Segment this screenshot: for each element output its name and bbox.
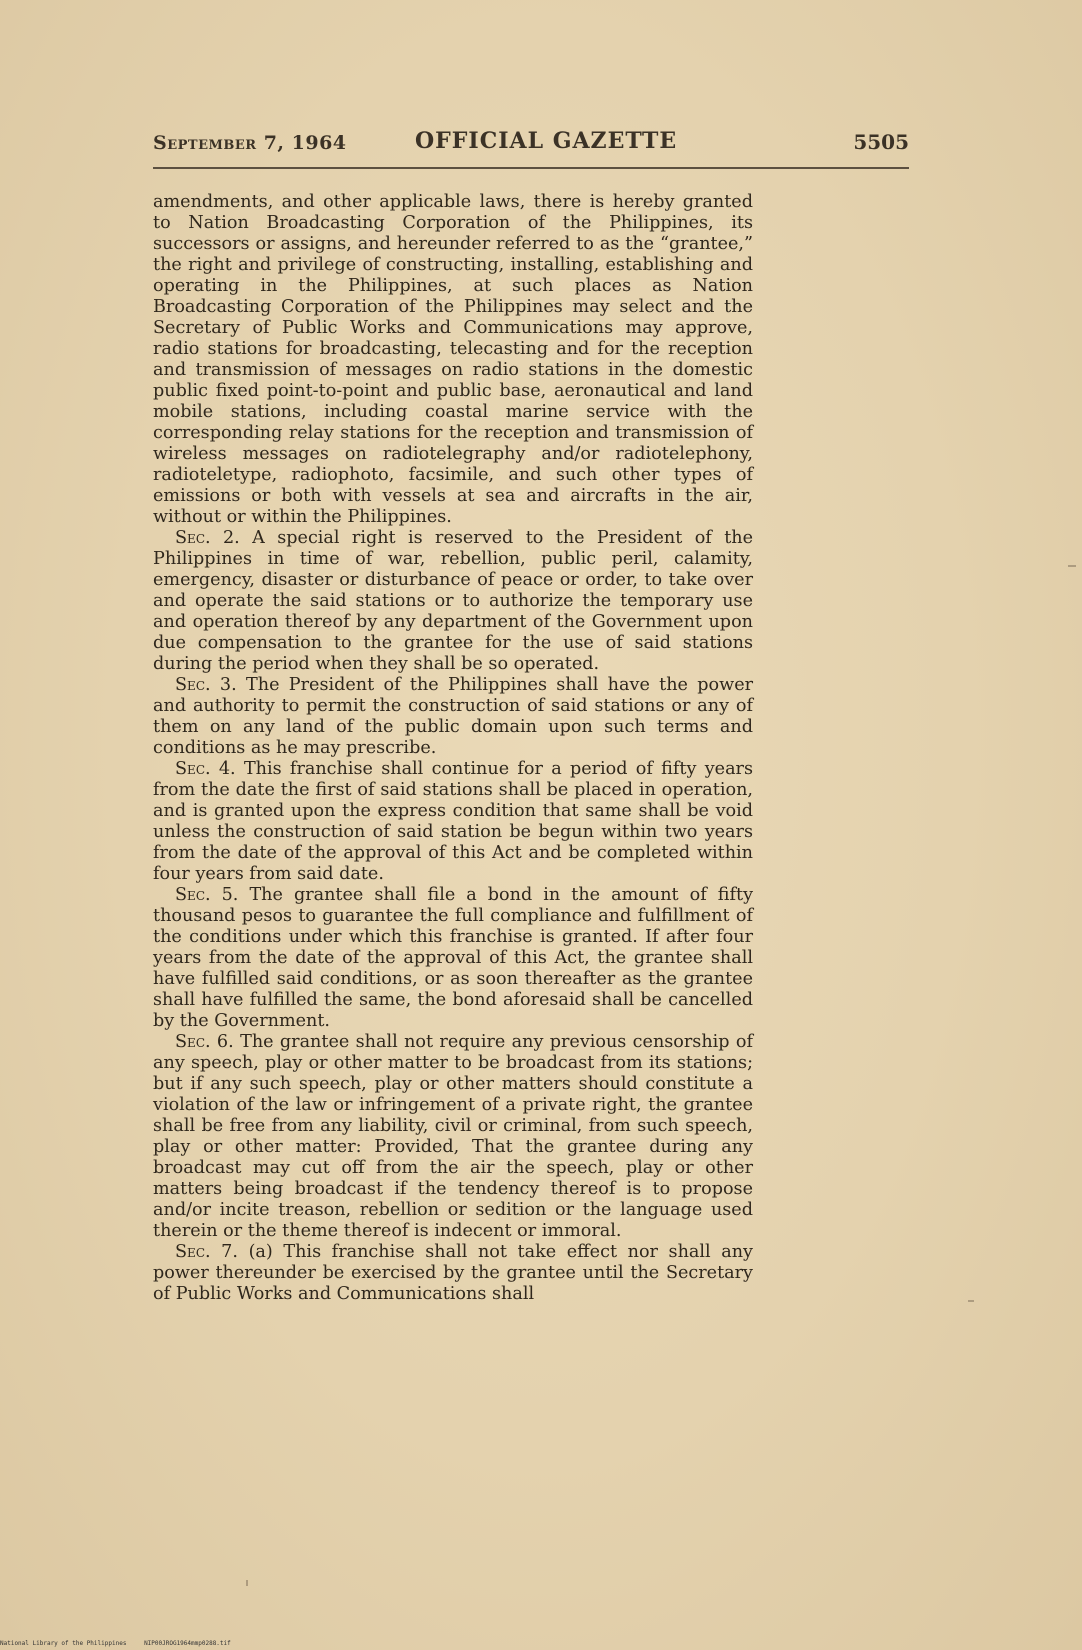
paragraph-text: A special right is reserved to the President of the Philippines in time of war, rebellion, public peril, calamity, emergency, disaster or disturbance of peace or order, to take over and operate the said stations or to authorize the temporary use and operation thereof by any department of the Government upon due compensation to the grantee for the use of said stations during the period when they shall be so operated.: [153, 528, 754, 674]
paragraph-text: (a) This franchise shall not take effect nor shall any power thereunder be exercised by the grantee until the Secretary of Public Works and Communications shall: [153, 1242, 753, 1304]
footer-source: National Library of the Philippines: [0, 1640, 127, 1647]
paragraph-text: The President of the Philippines shall have the power and authority to permit the construction of said stations or any of them on any land of the public domain upon such terms and conditions as he may prescribe.: [153, 675, 754, 758]
publication-title: OFFICIAL GAZETTE: [415, 128, 678, 154]
paragraph-text: amendments, and other applicable laws, there is hereby granted to Nation Broadcasting Corporation of the Philippines, its successors or assigns, and hereunder referred to as the “grantee,” the right and privilege of constructing, installing, establishing and operating in the Philippines, at such places as Nation Broadcasting Corporation of the Philippines may select and the Secretary of Public Works and Communications may approve, radio stations for broadcasting, telecasting and for the reception and transmission of messages on radio stations in the domestic public fixed point-to-point and public base, aeronautical and land mobile stations, including coastal marine service with the corresponding relay stations for the reception and transmission of wireless messages on radiotelegraphy and/or radiotelephony, radioteletype, radiophoto, facsimile, and such other types of emissions or both with vessels at sea and aircrafts in the air, without or within the Philippines.: [153, 192, 753, 527]
section-label: Sec. 7.: [175, 1242, 238, 1262]
paper-speck: [968, 1300, 974, 1302]
header-rule: [153, 167, 909, 169]
section-label: Sec. 5.: [175, 885, 239, 905]
paragraph-sec-4: [153, 759, 753, 885]
section-label: Sec. 3.: [175, 675, 237, 695]
body-text: [153, 192, 753, 1305]
section-label: Sec. 4.: [175, 759, 236, 779]
paragraph-text: This franchise shall continue for a period of fifty years from the date the first of said stations shall be placed in operation, and is granted upon the express condition that same shall be void unless the construction of said station be begun within two years from the date of the approval of this Act and be completed within four years from said date.: [153, 759, 753, 884]
paragraph-sec-2: [153, 528, 753, 675]
paragraph-sec-5: [153, 885, 753, 1032]
paper-speck: [246, 1580, 248, 1586]
scan-footer: [0, 1640, 245, 1647]
section-label: Sec. 6.: [175, 1032, 234, 1052]
header-date: September 7, 1964: [153, 132, 347, 154]
section-label: Sec. 2.: [175, 528, 240, 548]
paragraph-sec-6: [153, 1032, 753, 1242]
paragraph-text: The grantee shall not require any previous censorship of any speech, play or other matter to be broadcast from its stations; but if any such speech, play or other matters should constitute a violation of the law or infringement of a private right, the grantee shall be free from any liability, civil or criminal, from such speech, play or other matter: Provided, That the grantee during any broadcast may cut off from the air the speech, play or other matters being broadcast if the tendency thereof is to propose and/or incite treason, rebellion or sedition or the language used therein or the theme thereof is indecent or immoral.: [153, 1032, 754, 1241]
paragraph-sec-3: [153, 675, 753, 759]
paragraph-intro: [153, 192, 753, 528]
paper-speck: [1068, 565, 1076, 567]
page-header: [153, 130, 909, 160]
paragraph-sec-7: [153, 1242, 753, 1305]
page-number: 5505: [853, 130, 909, 154]
paragraph-text: The grantee shall file a bond in the amount of fifty thousand pesos to guarantee the full compliance and fulfillment of the conditions under which this franchise is granted. If after four years from the date of the approval of this Act, the grantee shall have fulfilled said conditions, or as soon thereafter as the grantee shall have fulfilled the same, the bond aforesaid shall be cancelled by the Government.: [153, 885, 754, 1031]
footer-file: NIP00JROG1964mmp0288.tif: [144, 1640, 231, 1647]
